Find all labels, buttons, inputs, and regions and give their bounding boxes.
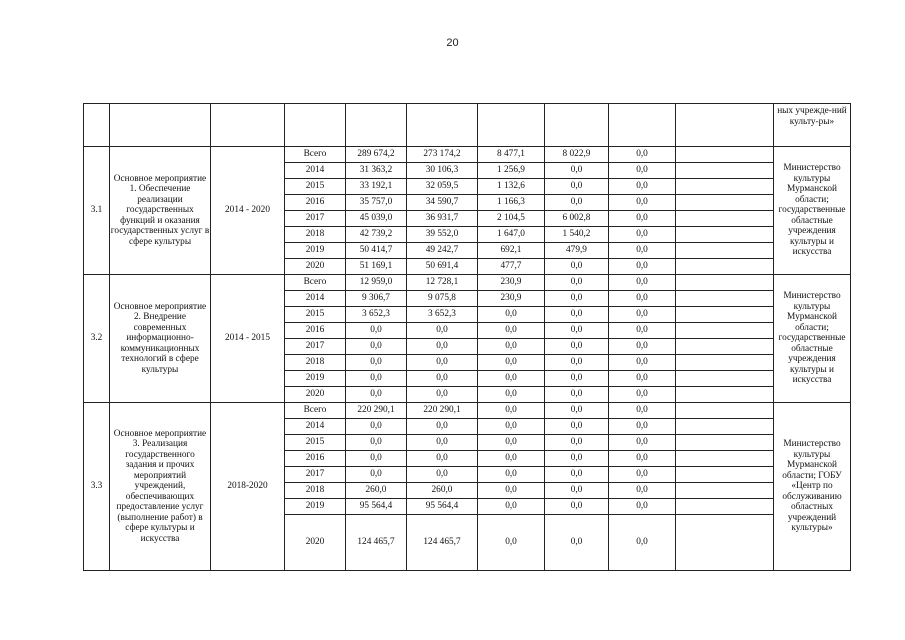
value-cell: 3 652,3 (346, 307, 407, 323)
value-cell: 0,0 (407, 371, 478, 387)
year-cell: Всего (285, 403, 346, 419)
value-cell: 35 757,0 (346, 195, 407, 211)
value-cell: 0,0 (609, 403, 676, 419)
page-number: 20 (446, 37, 459, 49)
value-cell: 0,0 (545, 435, 609, 451)
value-cell: 0,0 (545, 515, 609, 571)
value-cell: 0,0 (346, 451, 407, 467)
value-cell: 1 166,3 (478, 195, 545, 211)
empty-cell (676, 259, 774, 275)
value-cell: 31 363,2 (346, 163, 407, 179)
year-cell: 2016 (285, 451, 346, 467)
section-title: Основное мероприятие 2. Внедрение современных информационно-коммуникационных технологий в сфере культуры (110, 275, 211, 403)
value-cell: 45 039,0 (346, 211, 407, 227)
value-cell: 0,0 (478, 323, 545, 339)
section-title: Основное мероприятие 3. Реализация государственного задания и прочих мероприятий учреждений, обеспечивающих предоставление услуг (выполнение работ) в сфере культуры и искусства (110, 403, 211, 571)
value-cell: 0,0 (545, 419, 609, 435)
empty-cell (676, 163, 774, 179)
value-cell: 39 552,0 (407, 227, 478, 243)
value-cell: 0,0 (609, 147, 676, 163)
value-cell: 230,9 (478, 275, 545, 291)
value-cell: 0,0 (407, 387, 478, 403)
value-cell: 0,0 (407, 323, 478, 339)
value-cell: 0,0 (407, 451, 478, 467)
value-cell: 692,1 (478, 243, 545, 259)
value-cell: 0,0 (407, 339, 478, 355)
value-cell: 0,0 (609, 467, 676, 483)
year-cell: 2017 (285, 211, 346, 227)
value-cell: 0,0 (478, 419, 545, 435)
executor-cell: Министерство культуры Мурманской области; государственные областные учреждения культуры и искусства (774, 275, 851, 403)
value-cell: 0,0 (478, 355, 545, 371)
value-cell: 0,0 (545, 259, 609, 275)
empty-cell (676, 371, 774, 387)
value-cell: 12 959,0 (346, 275, 407, 291)
value-cell: 0,0 (478, 499, 545, 515)
value-cell: 0,0 (609, 179, 676, 195)
value-cell: 49 242,7 (407, 243, 478, 259)
value-cell: 260,0 (407, 483, 478, 499)
empty-cell (676, 291, 774, 307)
value-cell: 0,0 (609, 371, 676, 387)
value-cell: 33 192,1 (346, 179, 407, 195)
value-cell: 0,0 (545, 195, 609, 211)
value-cell: 0,0 (609, 323, 676, 339)
value-cell: 273 174,2 (407, 147, 478, 163)
empty-cell (676, 179, 774, 195)
value-cell: 0,0 (346, 323, 407, 339)
value-cell: 124 465,7 (346, 515, 407, 571)
value-cell: 1 256,9 (478, 163, 545, 179)
empty-cell (676, 243, 774, 259)
section-number: 3.3 (84, 403, 110, 571)
value-cell: 0,0 (545, 339, 609, 355)
value-cell: 0,0 (609, 211, 676, 227)
section-number: 3.2 (84, 275, 110, 403)
empty-cell (676, 515, 774, 571)
value-cell: 0,0 (545, 467, 609, 483)
value-cell: 95 564,4 (346, 499, 407, 515)
value-cell: 2 104,5 (478, 211, 545, 227)
empty-cell (676, 419, 774, 435)
empty-cell (676, 323, 774, 339)
value-cell: 477,7 (478, 259, 545, 275)
value-cell: 9 075,8 (407, 291, 478, 307)
value-cell: 0,0 (609, 515, 676, 571)
value-cell: 0,0 (478, 467, 545, 483)
value-cell: 3 652,3 (407, 307, 478, 323)
value-cell: 230,9 (478, 291, 545, 307)
continuation-row (84, 104, 851, 147)
year-cell: 2014 (285, 291, 346, 307)
executor-cell: Министерство культуры Мурманской области; ГОБУ «Центр по обслуживанию областных учреждений культуры» (774, 403, 851, 571)
value-cell: 30 106,3 (407, 163, 478, 179)
empty-cell (676, 403, 774, 419)
year-cell: Всего (285, 275, 346, 291)
program-table (83, 103, 851, 571)
value-cell: 0,0 (545, 291, 609, 307)
value-cell: 51 169,1 (346, 259, 407, 275)
year-cell: 2019 (285, 243, 346, 259)
year-cell: 2018 (285, 483, 346, 499)
value-cell: 0,0 (545, 163, 609, 179)
value-cell: 0,0 (545, 371, 609, 387)
table-row (84, 403, 851, 419)
empty-cell (676, 499, 774, 515)
year-cell: 2016 (285, 323, 346, 339)
value-cell: 50 691,4 (407, 259, 478, 275)
value-cell: 0,0 (346, 435, 407, 451)
value-cell: 32 059,5 (407, 179, 478, 195)
value-cell: 0,0 (478, 435, 545, 451)
empty-cell (676, 195, 774, 211)
value-cell: 8 022,9 (545, 147, 609, 163)
value-cell: 0,0 (545, 307, 609, 323)
value-cell: 260,0 (346, 483, 407, 499)
value-cell: 1 132,6 (478, 179, 545, 195)
value-cell: 8 477,1 (478, 147, 545, 163)
year-cell: 2018 (285, 227, 346, 243)
year-cell: 2016 (285, 195, 346, 211)
value-cell: 12 728,1 (407, 275, 478, 291)
value-cell: 0,0 (478, 371, 545, 387)
value-cell: 0,0 (609, 355, 676, 371)
year-cell: 2019 (285, 499, 346, 515)
empty-cell (676, 483, 774, 499)
empty-cell (676, 147, 774, 163)
value-cell: 0,0 (545, 451, 609, 467)
table-row (84, 275, 851, 291)
year-cell: 2019 (285, 371, 346, 387)
value-cell: 9 306,7 (346, 291, 407, 307)
executor-cell: ных учрежде-ний культу-ры» (774, 104, 851, 147)
value-cell: 0,0 (478, 403, 545, 419)
value-cell: 0,0 (407, 355, 478, 371)
year-cell: 2015 (285, 435, 346, 451)
year-cell: 2015 (285, 179, 346, 195)
value-cell: 6 002,8 (545, 211, 609, 227)
value-cell: 95 564,4 (407, 499, 478, 515)
value-cell: 0,0 (609, 387, 676, 403)
year-cell: 2014 (285, 163, 346, 179)
value-cell: 0,0 (545, 323, 609, 339)
empty-cell (676, 275, 774, 291)
value-cell: 0,0 (407, 467, 478, 483)
value-cell: 0,0 (478, 483, 545, 499)
value-cell: 0,0 (545, 387, 609, 403)
value-cell: 0,0 (346, 339, 407, 355)
value-cell: 0,0 (346, 387, 407, 403)
value-cell: 0,0 (609, 451, 676, 467)
value-cell: 0,0 (545, 403, 609, 419)
value-cell: 220 290,1 (407, 403, 478, 419)
value-cell: 42 739,2 (346, 227, 407, 243)
value-cell: 0,0 (478, 307, 545, 323)
year-cell: 2017 (285, 467, 346, 483)
value-cell: 124 465,7 (407, 515, 478, 571)
value-cell: 0,0 (545, 275, 609, 291)
year-cell: 2018 (285, 355, 346, 371)
value-cell: 0,0 (609, 307, 676, 323)
value-cell: 0,0 (346, 355, 407, 371)
value-cell: 0,0 (609, 339, 676, 355)
value-cell: 0,0 (609, 275, 676, 291)
empty-cell (676, 467, 774, 483)
value-cell: 0,0 (346, 419, 407, 435)
empty-cell (676, 387, 774, 403)
year-cell: 2015 (285, 307, 346, 323)
value-cell: 1 647,0 (478, 227, 545, 243)
value-cell: 36 931,7 (407, 211, 478, 227)
section-number: 3.1 (84, 147, 110, 275)
value-cell: 0,0 (609, 419, 676, 435)
value-cell: 0,0 (609, 227, 676, 243)
empty-cell (676, 227, 774, 243)
value-cell: 0,0 (478, 387, 545, 403)
value-cell: 34 590,7 (407, 195, 478, 211)
section-title: Основное мероприятие 1. Обеспечение реализации государственных функций и оказания государственных услуг в сфере культуры (110, 147, 211, 275)
value-cell: 50 414,7 (346, 243, 407, 259)
year-cell: Всего (285, 147, 346, 163)
year-cell: 2017 (285, 339, 346, 355)
value-cell: 0,0 (478, 339, 545, 355)
empty-cell (676, 435, 774, 451)
section-period: 2014 - 2015 (211, 275, 285, 403)
value-cell: 0,0 (478, 515, 545, 571)
section-period: 2018-2020 (211, 403, 285, 571)
value-cell: 0,0 (407, 435, 478, 451)
empty-cell (676, 211, 774, 227)
empty-cell (676, 355, 774, 371)
value-cell: 0,0 (609, 435, 676, 451)
value-cell: 0,0 (545, 179, 609, 195)
value-cell: 220 290,1 (346, 403, 407, 419)
value-cell: 0,0 (346, 371, 407, 387)
value-cell: 0,0 (609, 243, 676, 259)
year-cell: 2020 (285, 515, 346, 571)
year-cell: 2020 (285, 387, 346, 403)
value-cell: 0,0 (609, 483, 676, 499)
empty-cell (676, 307, 774, 323)
executor-cell: Министерство культуры Мурманской области; государственные областные учреждения культуры и искусства (774, 147, 851, 275)
value-cell: 0,0 (478, 451, 545, 467)
value-cell: 0,0 (609, 259, 676, 275)
value-cell: 0,0 (609, 291, 676, 307)
value-cell: 289 674,2 (346, 147, 407, 163)
value-cell: 0,0 (407, 419, 478, 435)
value-cell: 0,0 (545, 355, 609, 371)
empty-cell (676, 339, 774, 355)
value-cell: 0,0 (609, 195, 676, 211)
value-cell: 0,0 (609, 163, 676, 179)
section-period: 2014 - 2020 (211, 147, 285, 275)
empty-cell (676, 451, 774, 467)
year-cell: 2020 (285, 259, 346, 275)
value-cell: 0,0 (609, 499, 676, 515)
table-row (84, 147, 851, 163)
value-cell: 1 540,2 (545, 227, 609, 243)
value-cell: 0,0 (545, 483, 609, 499)
value-cell: 0,0 (545, 499, 609, 515)
value-cell: 479,9 (545, 243, 609, 259)
year-cell: 2014 (285, 419, 346, 435)
value-cell: 0,0 (346, 467, 407, 483)
